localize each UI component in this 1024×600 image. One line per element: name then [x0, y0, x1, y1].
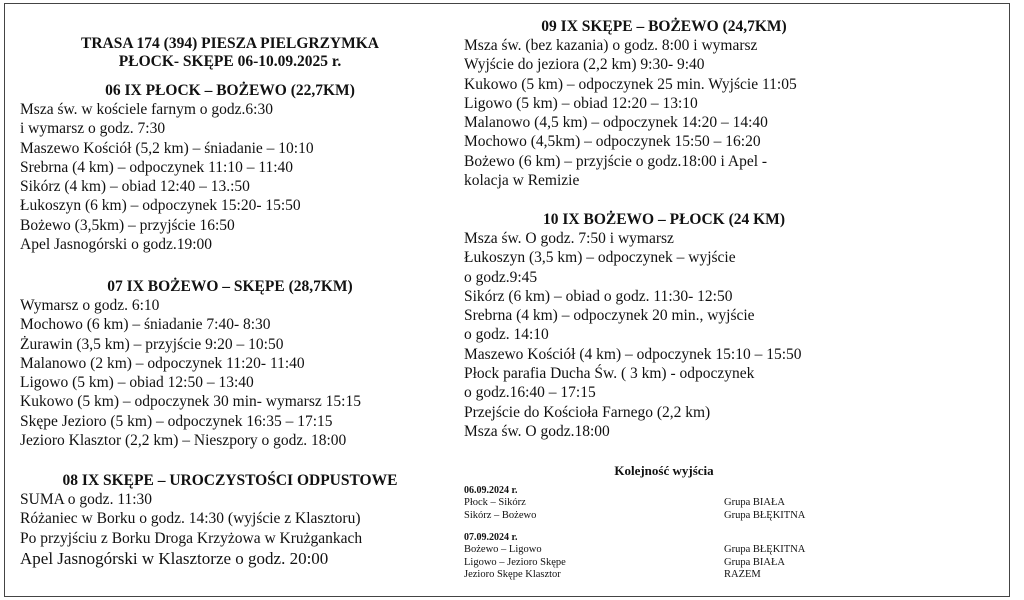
day-07-line: Wymarsz o godz. 6:10 — [20, 297, 160, 314]
day-09-section — [464, 17, 864, 190]
day-06-line: Maszewo Kościół (5,2 km) – śniadanie – 10:10 — [20, 139, 314, 157]
day-09-heading: 09 IX SKĘPE – BOŻEWO (24,7KM) — [541, 18, 787, 35]
group-row — [464, 510, 864, 523]
day-06-line: Sikórz (4 km) – obiad 12:40 – 13.:50 — [20, 178, 250, 196]
day-10-section — [464, 210, 864, 441]
departure-order-section — [464, 463, 864, 590]
day-09-line: kolacja w Remizie — [464, 172, 580, 190]
day-10-line: Sikórz (6 km) – obiad o godz. 11:30- 12:50 — [464, 287, 733, 305]
day-09-line: Msza św. (bez kazania) o godz. 8:00 i wymarsz — [464, 37, 758, 54]
day-07-line: Kukowo (5 km) – odpoczynek 30 min- wymarsz 15:15 — [20, 393, 361, 411]
group-row — [464, 544, 864, 557]
group-route: Jezioro Skępe Klasztor — [464, 569, 561, 580]
group-team: Grupa BŁĘKITNA — [724, 509, 806, 521]
day-09-line: Mochowo (4,5km) – odpoczynek 15:50 – 16:20 — [464, 133, 761, 151]
day-10-line: o godz. 14:10 — [464, 326, 549, 344]
day-10-line: Przejście do Kościoła Farnego (2,2 km) — [464, 403, 711, 421]
day-10-line: Srebrna (4 km) – odpoczynek 20 min., wyjście — [464, 307, 755, 325]
group-date: 06.09.2024 r. — [464, 485, 518, 496]
day-07-line: Ligowo (5 km) – obiad 12:50 – 13:40 — [20, 374, 254, 392]
day-10-line: Msza św. O godz.18:00 — [464, 422, 610, 440]
group-row — [464, 557, 864, 570]
day-09-line: Kukowo (5 km) – odpoczynek 25 min. Wyjście 11:05 — [464, 75, 797, 93]
day-09-line: Ligowo (5 km) – obiad 12:20 – 13:10 — [464, 94, 698, 112]
day-08-line: Apel Jasnogórski w Klasztorze o godz. 20:00 — [20, 548, 329, 568]
group-route: Ligowo – Jezioro Skępe — [464, 556, 566, 568]
day-06-line: Apel Jasnogórski o godz.19:00 — [20, 236, 213, 254]
group-route: Płock – Sikórz — [464, 497, 526, 508]
departure-group — [464, 532, 864, 582]
day-06-line: Łukoszyn (6 km) – odpoczynek 15:20- 15:50 — [20, 197, 301, 215]
day-06-line: Msza św. w kościele farnym o godz.6:30 — [20, 101, 273, 118]
day-08-heading: 08 IX SKĘPE – UROCZYSTOŚCI ODPUSTOWE — [62, 472, 398, 489]
title-line-1: TRASA 174 (394) PIESZA PIELGRZYMKA — [81, 35, 379, 52]
departure-group — [464, 485, 864, 522]
day-10-line: Płock parafia Ducha Św. ( 3 km) - odpoczynek — [464, 365, 755, 383]
day-08-line: Różaniec w Borku o godz. 14:30 (wyjście z Klasztoru) — [20, 510, 361, 528]
group-route: Sikórz – Bożewo — [464, 509, 537, 521]
title-line-2: PŁOCK- SKĘPE 06-10.09.2025 r. — [118, 53, 342, 70]
day-10-line: o godz.16:40 – 17:15 — [464, 384, 596, 402]
day-06-heading: 06 IX PŁOCK – BOŻEWO (22,7KM) — [105, 82, 355, 99]
day-10-line: Łukoszyn (3,5 km) – odpoczynek – wyjście — [464, 249, 736, 267]
day-06-line: Bożewo (3,5km) – przyjście 16:50 — [20, 216, 235, 234]
day-10-line: o godz.9:45 — [464, 268, 538, 286]
day-07-line: Jezioro Klasztor (2,2 km) – Nieszpory o godz. 18:00 — [20, 432, 347, 450]
day-07-heading: 07 IX BOŻEWO – SKĘPE (28,7KM) — [107, 278, 353, 295]
day-06-section — [20, 81, 440, 254]
group-row — [464, 497, 864, 510]
day-09-line: Wyjście do jeziora (2,2 km) 9:30- 9:40 — [464, 56, 705, 74]
day-06-line: Srebrna (4 km) – odpoczynek 11:10 – 11:40 — [20, 158, 294, 176]
day-07-line: Skępe Jezioro (5 km) – odpoczynek 16:35 – 17:15 — [20, 412, 333, 430]
group-row — [464, 569, 864, 582]
group-team: Grupa BŁĘKITNA — [724, 544, 806, 555]
group-team: RAZEM — [724, 569, 761, 580]
document-title — [20, 35, 440, 71]
day-09-line: Bożewo (6 km) – przyjście o godz.18:00 i Apel - — [464, 152, 768, 170]
day-08-line: Po przyjściu z Borku Droga Krzyżowa w Krużgankach — [20, 529, 363, 547]
day-07-line: Żurawin (3,5 km) – przyjście 9:20 – 10:50 — [20, 335, 284, 353]
day-08-line: SUMA o godz. 11:30 — [20, 491, 153, 508]
day-07-line: Malanowo (2 km) – odpoczynek 11:20- 11:40 — [20, 354, 305, 372]
day-08-section — [20, 471, 440, 569]
day-10-line: Msza św. O godz. 7:50 i wymarsz — [464, 230, 674, 247]
day-06-line: i wymarsz o godz. 7:30 — [20, 120, 166, 138]
day-09-line: Malanowo (4,5 km) – odpoczynek 14:20 – 14:40 — [464, 114, 768, 132]
day-07-section — [20, 277, 440, 450]
group-team: Grupa BIAŁA — [724, 556, 785, 568]
group-team: Grupa BIAŁA — [724, 497, 785, 508]
group-route: Bożewo – Ligowo — [464, 544, 542, 555]
day-10-line: Maszewo Kościół (4 km) – odpoczynek 15:10 – 15:50 — [464, 345, 802, 363]
departure-order-title: Kolejność wyjścia — [614, 463, 714, 478]
day-07-line: Mochowo (6 km) – śniadanie 7:40- 8:30 — [20, 316, 271, 334]
day-10-heading: 10 IX BOŻEWO – PŁOCK (24 KM) — [543, 211, 785, 228]
group-date: 07.09.2024 r. — [464, 532, 518, 543]
